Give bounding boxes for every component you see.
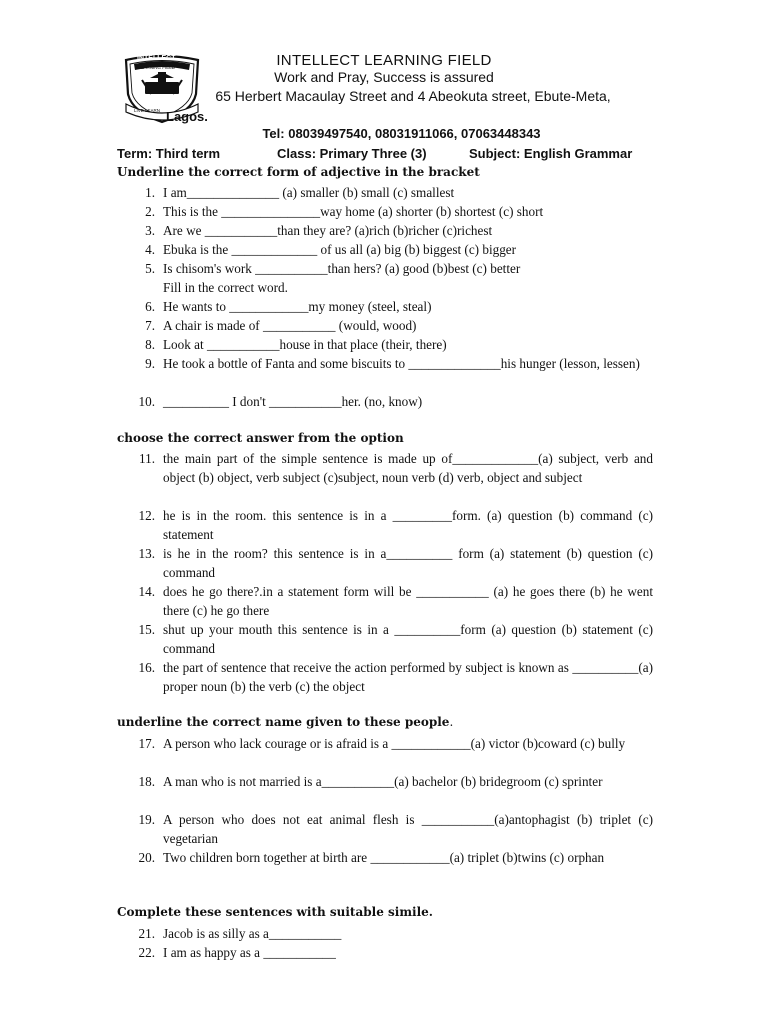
fill-in-instruction: Fill in the correct word. <box>163 280 288 295</box>
section-heading-names: underline the correct name given to these people. <box>117 715 454 729</box>
term-label: Term: Third term <box>117 146 221 161</box>
section-heading-simile: Complete these sentences with suitable simile. <box>117 905 433 919</box>
logo-sub-text: LEARNING FIELD <box>138 65 176 70</box>
subject-label: Subject: English Grammar <box>469 146 633 161</box>
worksheet-page: INTELLECT LEARNING FIELD LIVE LEARN INTELLECT LEARNING FIELD Work and Pray, Success is assured 65 Herbert Macaulay Street and 4 Abeokuta street, Ebute-Meta, Lagos. Tel: 08039497540, 08031911066, 07063448343 Term: Third term Class: Primary Three (3) Subject: English Grammar Underline the correct form of adjective in the bracket 1. I am______________ (a) smaller (b) small (c) smallest 2. This is the _______________way home (a) shorter (b) shortest (c) short 3. Are we ___________than they are? (a)rich (b)richer (c)richest 4. Ebuka is the _____________ of us all (a) big (b) biggest (c) bigger 5. Is chisom's work ___________than hers? (a) good (b)best (c) better Fill in the correct word. 6. He wants to ____________my money (steel, steal) 7. A chair is made of ___________ (would, wood) 8. Look at ___________house in that place (their, there) 9. He took a bottle of Fanta and some biscuits to ______________his hunger (lesson, lessen) 10. __________ I don't ___________her. (no, know) choose the correct answer from the option 11. the main part of the simple sentence is made up of_____________(a) subject, verb and object (b) object, verb subject (c)subject, noun verb (d) verb, object and subject 12. he is in the room. this sentence is in a _________form. (a) question (b) command (c) statement 13. is he in the room? this sentence is in a__________ form (a) statement (b) question (c) command 14. does he go there?.in a statement form will be ___________ (a) he goes there (b) he went there (c) he go there 15. shut up your mouth this sentence is in a __________form (a) question (b) statement (c) command 16. the part of sentence that receive the action performed by subject is known as __________(a) proper noun (b) the verb (c) the object underline the correct name given to these people. 17. A person who lack courage or is afraid is a ____________(a) victor (b)coward (c) bully 18. A man who is not married is a___________(a) bachelor (b) bridegroom (c) sprinter 19. A person who does not eat animal flesh is ___________(a)antophagist (b) triplet (c) vegetarian 20. Two children born together at birth are ____________(a) triplet (b)twins (c) orphan Complete these sentences with suitable simile. 21. Jacob is as silly as a___________ 22. I am as happy as a ___________ <box>0 0 768 1024</box>
school-telephone: Tel: 08039497540, 08031911066, 07063448343 <box>262 126 541 141</box>
logo-top-text: INTELLECT <box>137 55 176 62</box>
section-heading-adjective: Underline the correct form of adjective in the bracket <box>117 165 480 179</box>
school-motto: Work and Pray, Success is assured <box>274 69 494 85</box>
section-heading-choose: choose the correct answer from the option <box>117 431 404 445</box>
logo-ribbon-text: LIVE LEARN <box>134 108 161 113</box>
school-address: 65 Herbert Macaulay Street and 4 Abeokuta street, Ebute-Meta, <box>215 88 611 104</box>
class-label: Class: Primary Three (3) <box>277 146 427 161</box>
school-name: INTELLECT LEARNING FIELD <box>276 52 492 69</box>
school-city: Lagos. <box>166 109 208 124</box>
